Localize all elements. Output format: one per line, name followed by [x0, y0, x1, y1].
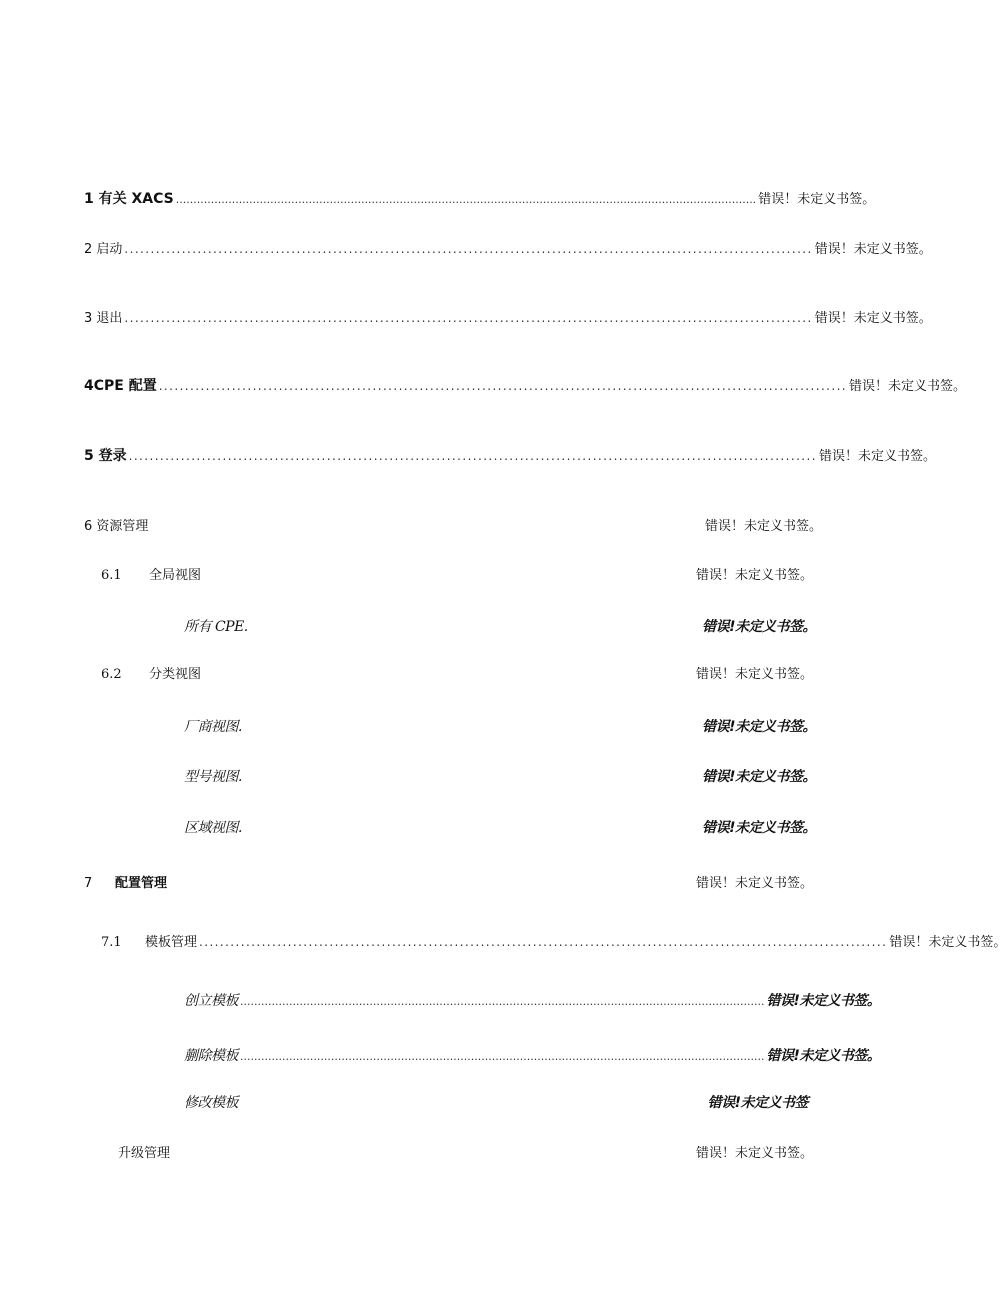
- dot-leader: ......................................................................................................................................................................: [175, 193, 757, 206]
- toc-page-ref: 错误!未定义书签。: [702, 769, 816, 785]
- toc-entry-label: 1 有关 XACS: [84, 191, 174, 207]
- toc-entry-label: 厂商视图.: [184, 719, 242, 735]
- toc-page-ref: 错误！未定义书签。: [758, 192, 876, 207]
- toc-entry-exit[interactable]: [84, 301, 932, 326]
- dot-leader: ....................................................................................................................................: [128, 449, 817, 463]
- toc-page-ref: 错误!未定义书签。: [766, 993, 881, 1009]
- toc-entry-label: 修改模板: [184, 1095, 238, 1111]
- toc-page-ref: 错误！未定义书签。: [695, 876, 813, 891]
- toc-entry-category-view[interactable]: [101, 657, 813, 681]
- dot-leader: ....................................................................................................................................: [199, 935, 888, 949]
- toc-entry-about-xacs[interactable]: [84, 182, 876, 207]
- toc-entry-template-mgmt[interactable]: [101, 925, 1006, 950]
- dot-leader: ......................................................................................................................................................: [240, 1050, 765, 1063]
- toc-entry-all-cpe[interactable]: [184, 610, 816, 634]
- toc-entry-label: 2 启动: [84, 242, 123, 257]
- toc-page-ref: 错误！未定义书签。: [695, 1146, 813, 1161]
- toc-page-ref: 错误!未定义书签。: [766, 1048, 881, 1064]
- toc-entry-config-mgmt[interactable]: [84, 866, 813, 890]
- toc-entry-label: 配置管理: [115, 876, 168, 891]
- toc-entry-model-view[interactable]: [184, 760, 816, 784]
- toc-entry-label: 蒯除模板: [184, 1048, 238, 1064]
- dot-leader: ......................................................................................................................................................: [240, 995, 765, 1008]
- toc-entry-label: 3 退出: [84, 311, 123, 326]
- toc-entry-upgrade-mgmt[interactable]: [118, 1136, 813, 1160]
- toc-entry-region-view[interactable]: [184, 811, 816, 835]
- toc-entry-login[interactable]: [84, 439, 936, 464]
- toc-page-ref: 错误！未定义书签。: [849, 379, 967, 394]
- toc-entry-label: 分类视图: [149, 667, 202, 682]
- toc-entry-label: 型号视图.: [184, 769, 242, 785]
- toc-entry-label: 4CPE 配置: [84, 378, 157, 394]
- toc-entry-number: 7: [84, 876, 93, 891]
- toc-page-ref: 错误！未定义书签。: [889, 935, 1006, 950]
- toc-entry-number: 6.1: [101, 568, 122, 583]
- toc-entry-label: 区域视图.: [184, 820, 242, 836]
- toc-page-ref: 错误!未定义书签。: [702, 820, 816, 836]
- toc-entry-cpe-config[interactable]: [84, 369, 967, 394]
- toc-entry-label: 全局视图: [149, 568, 202, 583]
- toc-entry-label: 升级管理: [118, 1146, 171, 1161]
- toc-page-ref: 错误!未定义书签: [707, 1095, 808, 1111]
- toc-entry-resource-mgmt[interactable]: [84, 509, 822, 533]
- toc-entry-label: 模板管理: [145, 935, 198, 950]
- toc-entry-delete-template[interactable]: [184, 1039, 881, 1064]
- toc-entry-number: 6.2: [101, 667, 122, 682]
- toc-entry-label: 6 资源管理: [84, 519, 149, 534]
- toc-page-ref: 错误!未定义书签。: [702, 619, 816, 635]
- toc-page-ref: 错误！未定义书签。: [818, 449, 936, 464]
- toc-entry-label: 所有 CPE.: [184, 619, 248, 635]
- toc-page-ref: 错误！未定义书签。: [695, 667, 813, 682]
- toc-entry-create-template[interactable]: [184, 984, 881, 1009]
- toc-page-ref: 错误！未定义书签。: [814, 311, 932, 326]
- toc-page-ref: 错误!未定义书签。: [702, 719, 816, 735]
- toc-entry-label: 创立模板: [184, 993, 238, 1009]
- toc-entry-label: 5 登录: [84, 448, 127, 464]
- toc-entry-startup[interactable]: [84, 232, 932, 257]
- toc-page-ref: 错误！未定义书签。: [814, 242, 932, 257]
- dot-leader: ....................................................................................................................................: [124, 242, 813, 256]
- toc-page-ref: 错误！未定义书签。: [704, 519, 822, 534]
- dot-leader: ....................................................................................................................................: [158, 379, 848, 393]
- toc-entry-vendor-view[interactable]: [184, 710, 816, 734]
- toc-entry-number: 7.1: [101, 935, 122, 950]
- dot-leader: ....................................................................................................................................: [124, 311, 813, 325]
- toc-entry-global-view[interactable]: [101, 558, 813, 582]
- toc-page-ref: 错误！未定义书签。: [695, 568, 813, 583]
- toc-entry-modify-template[interactable]: [184, 1095, 816, 1111]
